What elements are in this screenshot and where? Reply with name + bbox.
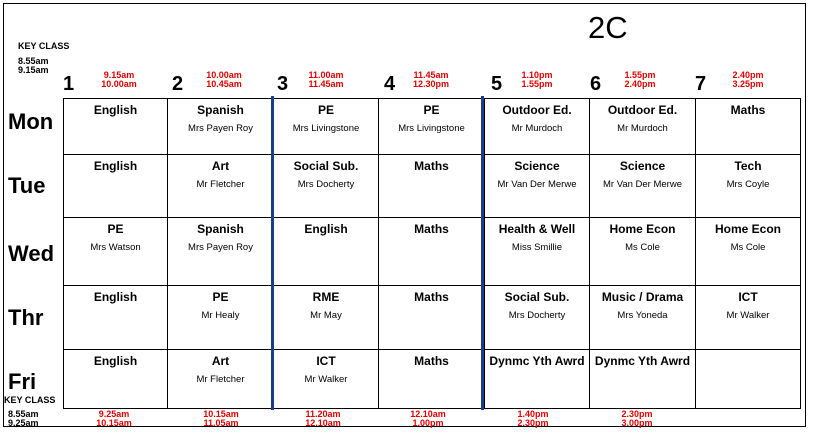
subject-name: Art — [211, 354, 230, 368]
period-start-time: 11.45am — [413, 70, 449, 80]
row-wed — [64, 218, 801, 286]
period-start-time: 11.00am — [308, 70, 344, 80]
subject-name: PE — [212, 290, 229, 304]
subject-name: Maths — [414, 222, 449, 236]
lesson-cell — [274, 99, 379, 155]
interval-divider-line — [271, 96, 274, 410]
subject-name: RME — [312, 290, 340, 304]
key-class-end-bottom: 9.25am — [8, 418, 39, 428]
lesson-cell — [485, 286, 590, 350]
teacher-name: Mrs Payen Roy — [188, 242, 253, 254]
subject-name: Science — [514, 159, 560, 173]
friday-period-3-start: 11.20am — [305, 409, 341, 419]
teacher-name: Mrs Livingstone — [292, 123, 360, 135]
lesson-cell — [696, 286, 801, 350]
lesson-cell — [168, 286, 274, 350]
lesson-cell — [274, 218, 379, 286]
teacher-name: Ms Cole — [625, 242, 660, 254]
teacher-name: Mrs Payen Roy — [188, 123, 253, 135]
teacher-name: Mr Van Der Merwe — [602, 179, 682, 191]
period-number: 5 — [491, 73, 503, 95]
teacher-name: Mr Van Der Merwe — [497, 179, 577, 191]
subject-name: PE — [423, 103, 440, 117]
subject-name: Social Sub. — [293, 159, 359, 173]
lesson-cell — [168, 218, 274, 286]
period-number: 3 — [277, 73, 289, 95]
lesson-cell — [379, 286, 485, 350]
lesson-cell — [64, 99, 168, 155]
subject-name: Science — [619, 159, 666, 173]
day-label-tue: Tue — [8, 173, 46, 198]
subject-name: ICT — [316, 354, 336, 368]
lesson-cell — [379, 218, 485, 286]
lesson-cell — [274, 350, 379, 409]
class-title: 2C — [588, 10, 628, 45]
key-class-label-top: KEY CLASS — [18, 41, 70, 51]
teacher-name: Mrs Coyle — [726, 179, 770, 191]
teacher-name: Mr Walker — [304, 374, 348, 386]
lesson-cell — [168, 155, 274, 218]
period-end-time: 10.00am — [101, 79, 137, 89]
subject-name: Dynmc Yth Awrd — [594, 354, 691, 368]
lesson-cell — [696, 350, 801, 409]
period-end-time: 3.25pm — [732, 79, 764, 89]
lesson-cell — [485, 155, 590, 218]
teacher-name: Mr May — [310, 310, 342, 322]
period-start-time: 1.55pm — [624, 70, 656, 80]
day-label-mon: Mon — [8, 109, 54, 134]
friday-period-4-end: 1.00pm — [412, 418, 444, 428]
key-class-end-top: 9.15am — [18, 65, 49, 75]
lesson-cell — [168, 99, 274, 155]
lesson-cell — [590, 155, 696, 218]
subject-name: Dynmc Yth Awrd — [489, 354, 585, 368]
period-end-time: 1.55pm — [521, 79, 553, 89]
teacher-name: Mrs Docherty — [508, 310, 566, 322]
teacher-name: Mr Walker — [726, 310, 770, 322]
subject-name: English — [93, 354, 138, 368]
period-number: 4 — [384, 73, 396, 95]
lesson-cell — [696, 218, 801, 286]
day-label-fri: Fri — [8, 369, 37, 394]
lesson-cell — [64, 155, 168, 218]
teacher-name: Mr Murdoch — [511, 123, 563, 135]
day-label-thr: Thr — [8, 305, 44, 330]
period-start-time: 1.10pm — [521, 70, 553, 80]
subject-name: English — [93, 103, 138, 117]
subject-name: PE — [107, 222, 124, 236]
subject-name: Social Sub. — [504, 290, 570, 304]
period-number: 7 — [695, 73, 707, 95]
teacher-name: Mr Fletcher — [196, 374, 245, 386]
key-class-label-bottom: KEY CLASS — [4, 395, 56, 405]
teacher-name: Mr Murdoch — [617, 123, 668, 135]
friday-period-2-end: 11.05am — [203, 418, 239, 428]
teacher-name: Mrs Yoneda — [617, 310, 668, 322]
lesson-cell — [590, 218, 696, 286]
subject-name: Maths — [414, 290, 449, 304]
lesson-cell — [485, 99, 590, 155]
subject-name: Home Econ — [609, 222, 676, 236]
lesson-cell — [696, 155, 801, 218]
subject-name: Outdoor Ed. — [502, 103, 572, 117]
subject-name: Spanish — [197, 103, 244, 117]
subject-name: Health & Well — [498, 222, 576, 236]
subject-name: Spanish — [197, 222, 244, 236]
period-start-time: 2.40pm — [732, 70, 764, 80]
period-end-time: 10.45am — [206, 79, 242, 89]
lesson-cell — [379, 155, 485, 218]
subject-name: Home Econ — [714, 222, 781, 236]
row-fri — [64, 350, 801, 409]
lunch-divider-line — [481, 96, 484, 410]
friday-period-1-end: 10.15am — [96, 418, 132, 428]
lesson-cell — [274, 155, 379, 218]
friday-period-6-end: 3.00pm — [621, 418, 653, 428]
timetable-grid — [63, 98, 801, 409]
subject-name: English — [93, 159, 138, 173]
period-end-time: 11.45am — [308, 79, 344, 89]
friday-period-3-end: 12.10am — [305, 418, 341, 428]
subject-name: Tech — [734, 159, 762, 173]
lesson-cell — [590, 286, 696, 350]
lesson-cell — [590, 350, 696, 409]
lesson-cell — [379, 350, 485, 409]
lesson-cell — [485, 218, 590, 286]
subject-name: Art — [211, 159, 230, 173]
lesson-cell — [64, 286, 168, 350]
friday-period-1-start: 9.25am — [98, 409, 130, 419]
friday-period-5-end: 2.30pm — [517, 418, 549, 428]
lesson-cell — [590, 99, 696, 155]
subject-name: PE — [317, 103, 334, 117]
day-label-wed: Wed — [8, 241, 55, 266]
friday-period-2-start: 10.15am — [203, 409, 239, 419]
subject-name: English — [93, 290, 138, 304]
period-start-time: 9.15am — [103, 70, 135, 80]
teacher-name: Mrs Livingstone — [398, 123, 465, 135]
teacher-name: Miss Smillie — [511, 242, 563, 254]
period-number: 2 — [172, 73, 184, 95]
period-number: 6 — [590, 73, 602, 95]
period-end-time: 12.30pm — [412, 79, 450, 89]
subject-name: Maths — [730, 103, 766, 117]
lesson-cell — [696, 99, 801, 155]
period-number: 1 — [63, 73, 75, 95]
friday-period-4-start: 12.10am — [410, 409, 446, 419]
friday-period-6-start: 2.30pm — [621, 409, 653, 419]
subject-name: ICT — [738, 290, 758, 304]
key-class-start-bottom: 8.55am — [8, 409, 39, 419]
lesson-cell — [168, 350, 274, 409]
teacher-name: Mr Fletcher — [196, 179, 245, 191]
subject-name: Music / Drama — [601, 290, 684, 304]
teacher-name: Mrs Docherty — [297, 179, 355, 191]
subject-name: Outdoor Ed. — [607, 103, 678, 117]
lesson-cell — [64, 218, 168, 286]
subject-name: English — [304, 222, 348, 236]
row-mon — [64, 99, 801, 155]
key-class-start-top: 8.55am — [18, 56, 49, 66]
teacher-name: Ms Cole — [730, 242, 766, 254]
row-tue — [64, 155, 801, 218]
teacher-name: Mr Healy — [201, 310, 240, 322]
subject-name: Maths — [414, 159, 449, 173]
lesson-cell — [274, 286, 379, 350]
friday-period-5-start: 1.40pm — [517, 409, 549, 419]
period-start-time: 10.00am — [206, 70, 242, 80]
lesson-cell — [64, 350, 168, 409]
subject-name: Maths — [414, 354, 449, 368]
period-end-time: 2.40pm — [624, 79, 656, 89]
row-thr — [64, 286, 801, 350]
lesson-cell — [379, 99, 485, 155]
teacher-name: Mrs Watson — [90, 242, 141, 254]
lesson-cell — [485, 350, 590, 409]
